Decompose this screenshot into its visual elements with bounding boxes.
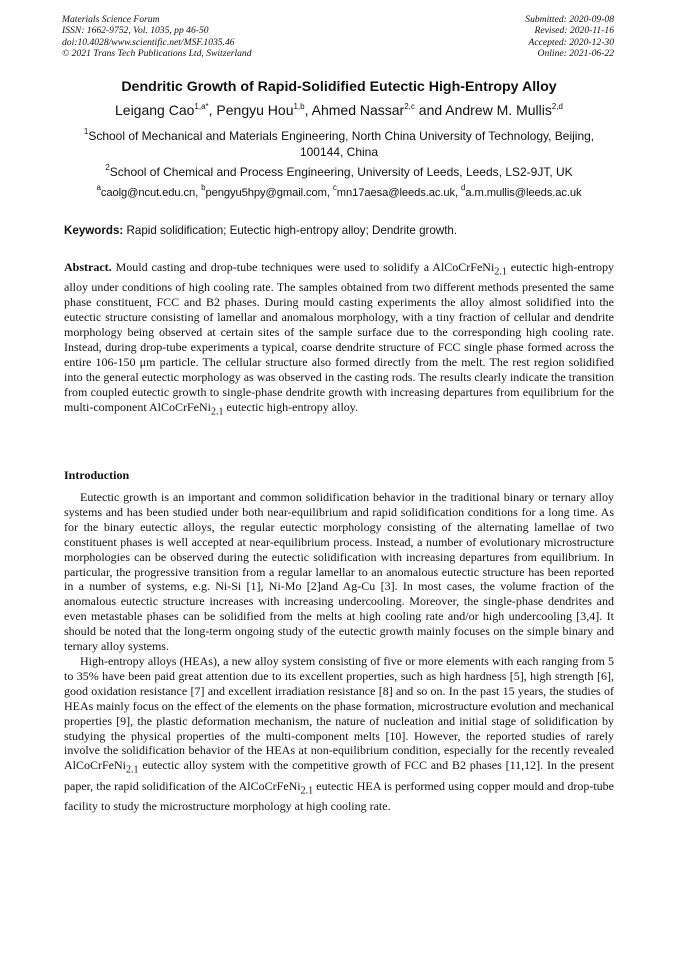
date-submitted: Submitted: 2020-09-08 [525,14,614,25]
journal-name: Materials Science Forum [62,14,160,25]
author-name: Pengyu Hou [216,102,294,118]
author-sep: , [304,102,312,118]
abstract-label: Abstract. [64,260,112,274]
abstract-subscript: 2.1 [494,266,507,278]
email-address[interactable]: mn17aesa@leeds.ac.uk, [336,187,461,199]
affiliation-1 [64,128,614,160]
affiliation-sup: 1 [83,127,89,136]
keywords-text: Rapid solidification; Eutectic high-entropy alloy; Dendrite growth. [123,224,458,237]
intro-paragraph-2 [64,654,614,814]
affiliation-text: School of Chemical and Process Engineering, University of Leeds, Leeds, LS2-9JT, UK [109,165,573,179]
abstract-text: eutectic high-entropy alloy. [223,399,359,414]
date-accepted: Accepted: 2020-12-30 [528,36,614,48]
date-online: Online: 2021-06-22 [537,47,614,59]
author-sup: 2,d [551,102,563,111]
journal-issn: ISSN: 1662-9752, Vol. 1035, pp 46-50 [62,25,209,37]
introduction-body [64,490,614,814]
abstract [64,260,614,420]
paper-title: Dendritic Growth of Rapid-Solidified Eutectic High-Entropy Alloy [121,79,557,95]
email-sup: a [96,183,101,192]
author-name: Andrew M. Mullis [445,102,552,118]
abstract-subscript: 2.1 [211,405,224,417]
author-sep: and [414,102,446,118]
intro-text: eutectic alloy system with the competitive growth of FCC and B2 phases [11,12]. In the present paper, the rapid solidification of the AlCoCrFeNi [64,758,614,793]
email-address[interactable]: caolg@ncut.edu.cn, [100,187,202,199]
affiliation-2 [64,164,614,180]
author-sep: , [208,102,217,118]
email-sup: d [460,183,466,192]
intro-text: High-entropy alloys (HEAs), a new alloy system consisting of five or more elements with each ranging from 5 to 35% have been paid great attention due to its excellent properties, such as high hardness [5], high strength [6], good oxidation resistance [7] and excellent irradiation resistance [8] and so on. In the past 15 years, the studies of HEAs mainly focus on the effect of the elements on the phase formation, microstructure evolution and mechanical properties [9], the plastic deformation mechanism, the nature of nucleation and initial stage of solidification by studying the physical properties of the multi-component melts [10]. However, the reported studies of rarely involve the solidification behavior of the HEAs at non-equilibrium condition, especially for the recently revealed AlCoCrFeNi [64,653,614,773]
affiliation-sup: 2 [105,163,110,172]
author-name: Ahmed Nassar [311,102,405,118]
email-address[interactable]: a.m.mullis@leeds.ac.uk [465,187,582,199]
journal-copyright: © 2021 Trans Tech Publications Ltd, Switzerland [62,47,252,59]
intro-paragraph-1: Eutectic growth is an important and common solidification behavior in the traditional binary or ternary alloy systems and has been studied under both near-equilibrium and rapid solidification conditions for a long time. As for the binary eutectic alloys, the regular eutectic morphology consisting of the alternating lamellae of two constituent phases is well accepted at near-equilibrium process. Instead, a number of evolutionary microstructure morphologies can be observed during the eutectic solidification with increasing departures from equilibrium. In particular, the progressive transition from a regular lamellar to an anomalous eutectic structure has been reported in a number of systems, e.g. Ni-Si [1], Ni-Mo [2]and Ag-Cu [3]. In most cases, the volume fraction of the anomalous eutectic structure increases with increasing undercooling. Moreover, the single-phase dendrites and even metastable phases can be solidified from the melts at high cooling rate and/or high undercooling [3,4]. It should be noted that the long-term ongoing study of the eutectic growth mainly focuses on the simple binary and ternary alloy systems. [64,490,614,654]
date-revised: Revised: 2020-11-16 [534,25,614,37]
author-list [0,102,678,118]
email-sup: b [201,183,206,192]
intro-subscript: 2.1 [126,764,139,776]
section-heading-introduction: Introduction [64,468,130,482]
author-name: Leigang Cao [115,102,195,118]
keywords-label: Keywords: [64,224,124,237]
journal-info [62,14,252,59]
intro-subscript: 2.1 [300,785,314,796]
author-sup: 2,c [404,102,415,111]
affiliation-text: School of Mechanical and Materials Engineering, North China University of Technology, Beijing, 100144, China [88,129,595,159]
author-sup: 1,b [293,102,305,111]
keywords [64,224,616,237]
email-sup: c [332,183,337,192]
abstract-text: eutectic high-entropy alloy under conditions of high cooling rate. The samples obtained from two different methods presented the same phase constituent, FCC and B2 phases. During mould casting experiments the alloy almost solidified into the eutectic structure consisting of lamellar and anomalous morphology, with a tiny fraction of cellular and dendrite morphology being observed at certain sites of the sample surface due to the corresponding high cooling rate. Instead, during drop-tube experiments a typical, coarse dendrite structure of FCC single phase formed across the entire 106-150 μm particle. The cellular structure also formed directly from the melt. The rest region solidified into the general eutectic morphology as was observed in the casting rods. The results clearly indicate the transition from coupled eutectic growth to single-phase dendrite growth with increasing departures from equilibrium for the multi-component AlCoCrFeNi [64,260,614,414]
email-address[interactable]: pengyu5hpy@gmail.com, [205,187,333,199]
author-sup: 1,a* [194,102,209,111]
abstract-text: Mould casting and drop-tube techniques were used to solidify a AlCoCrFeNi [111,260,495,274]
journal-doi[interactable]: doi:10.4028/www.scientific.net/MSF.1035.46 [62,36,235,48]
email-list [0,183,678,199]
publication-dates [525,14,614,59]
intro-text: eutectic HEA is performed using copper mould and drop-tube facility to study the microstructure morphology at high cooling rate. [64,778,614,813]
